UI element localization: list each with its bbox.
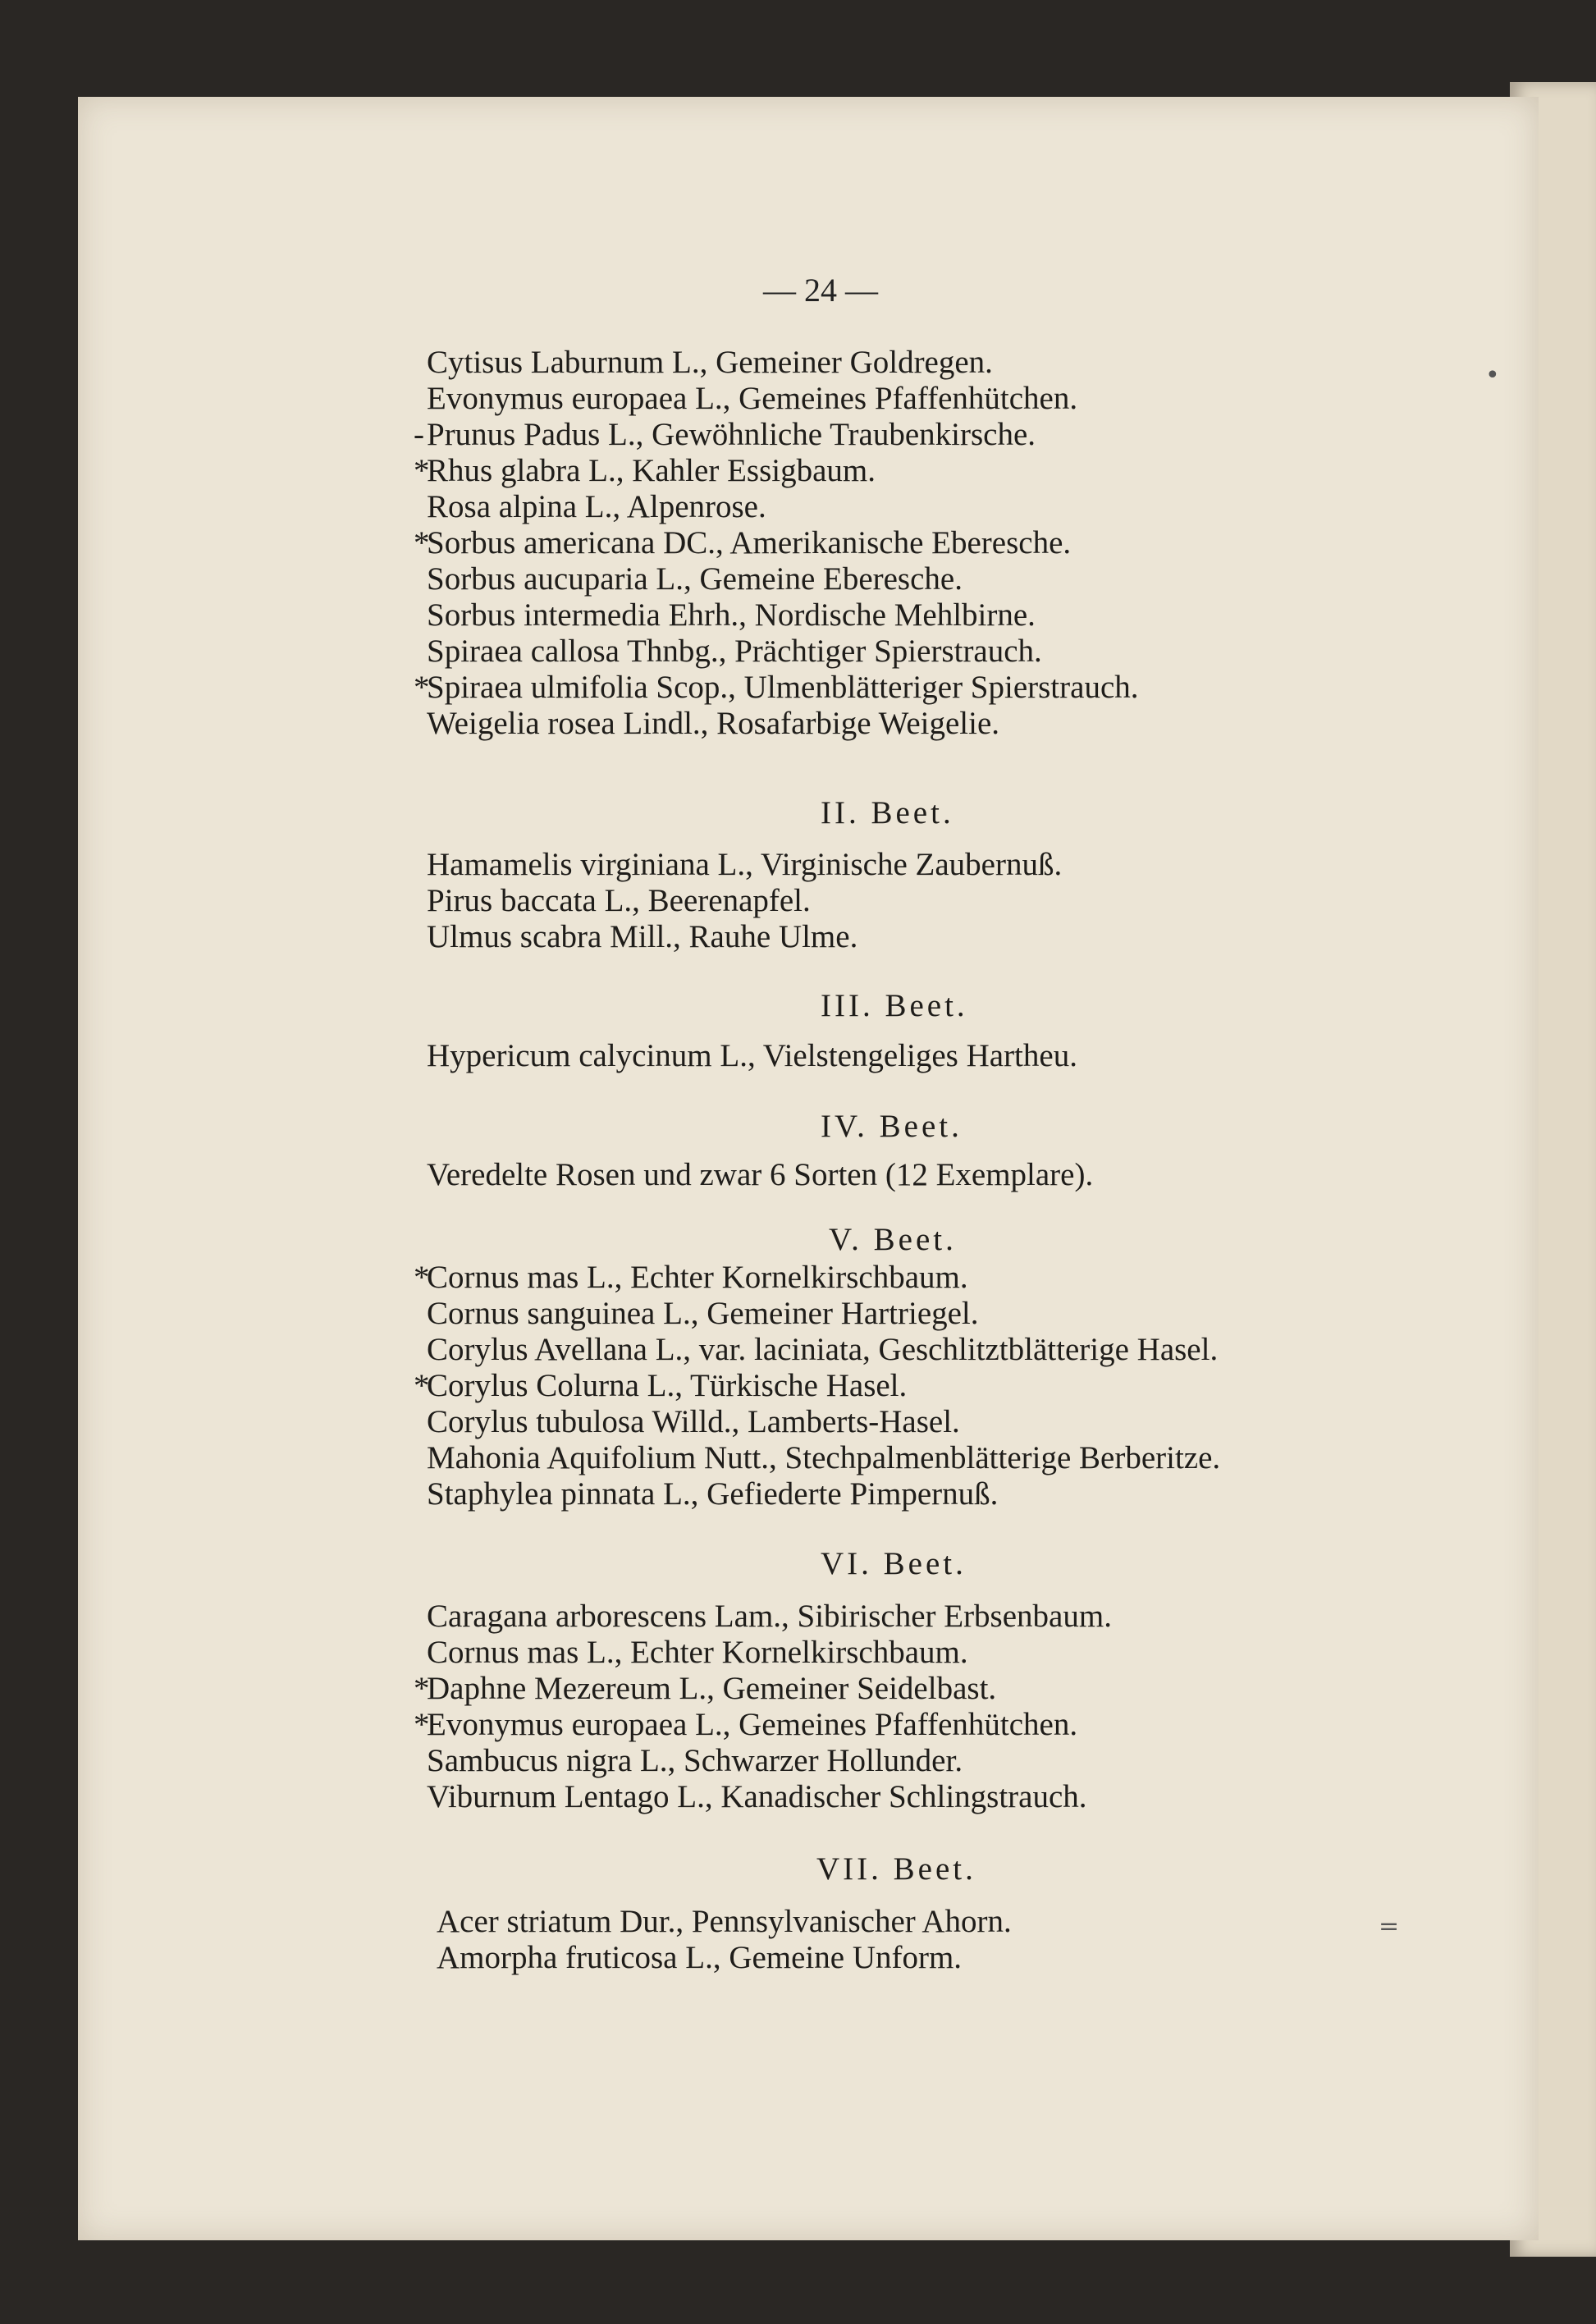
plant-entry: *Spiraea ulmifolia Scop., Ulmenblätteriger Spierstrauch. [414, 670, 1139, 705]
page-number: — 24 — [763, 272, 878, 309]
plant-entry: Corylus tubulosa Willd., Lamberts-Hasel. [427, 1404, 960, 1439]
section-heading-7: VII. Beet. [816, 1851, 976, 1887]
plant-entry: Weigelia rosea Lindl., Rosafarbige Weigelie. [427, 706, 1000, 741]
plant-entry: Mahonia Aquifolium Nutt., Stechpalmenblätterige Berberitze. [427, 1440, 1221, 1475]
plant-entry: Hypericum calycinum L., Vielstengeliges Hartheu. [427, 1038, 1077, 1073]
plant-entry: Cornus mas L., Echter Kornelkirschbaum. [427, 1635, 968, 1670]
plant-entry: Sorbus intermedia Ehrh., Nordische Mehlbirne. [427, 597, 1036, 633]
plant-entry: Amorpha fruticosa L., Gemeine Unform. [437, 1940, 963, 1975]
section-heading-4: IV. Beet. [821, 1109, 963, 1144]
plant-entry: Sambucus nigra L., Schwarzer Hollunder. [427, 1743, 963, 1778]
plant-entry: Cornus sanguinea L., Gemeiner Hartriegel. [427, 1296, 979, 1331]
plant-entry: -Prunus Padus L., Gewöhnliche Traubenkirsche. [414, 417, 1036, 452]
margin-speck: • [1485, 361, 1500, 390]
plant-entry: *Sorbus americana DC., Amerikanische Eberesche. [414, 525, 1072, 560]
plant-entry: Ulmus scabra Mill., Rauhe Ulme. [427, 919, 858, 954]
plant-entry: *Evonymus europaea L., Gemeines Pfaffenhütchen. [414, 1707, 1078, 1742]
section-heading-5: V. Beet. [829, 1222, 957, 1257]
plant-entry: Corylus Avellana L., var. laciniata, Geschlitztblätterige Hasel. [427, 1332, 1219, 1367]
plant-entry: Staphylea pinnata L., Gefiederte Pimpernuß. [427, 1476, 999, 1512]
plant-entry: Hamamelis virginiana L., Virginische Zaubernuß. [427, 847, 1063, 882]
section-heading-6: VI. Beet. [821, 1546, 967, 1581]
section-heading-3: III. Beet. [821, 988, 968, 1023]
plant-entry: Cytisus Laburnum L., Gemeiner Goldregen. [427, 345, 993, 380]
plant-entry: Caragana arborescens Lam., Sibirischer Erbsenbaum. [427, 1599, 1112, 1634]
plant-entry: Veredelte Rosen und zwar 6 Sorten (12 Exemplare). [427, 1157, 1094, 1192]
plant-entry: *Corylus Colurna L., Türkische Hasel. [414, 1368, 908, 1403]
plant-entry: Rosa alpina L., Alpenrose. [427, 489, 766, 524]
plant-entry: Evonymus europaea L., Gemeines Pfaffenhütchen. [427, 381, 1078, 416]
plant-entry: Pirus baccata L., Beerenapfel. [427, 883, 811, 918]
plant-entry: *Daphne Mezereum L., Gemeiner Seidelbast. [414, 1671, 997, 1706]
margin-speck: = [1379, 1912, 1400, 1941]
plant-entry: Sorbus aucuparia L., Gemeine Eberesche. [427, 561, 963, 597]
plant-entry: *Cornus mas L., Echter Kornelkirschbaum. [414, 1260, 968, 1295]
section-heading-2: II. Beet. [821, 795, 954, 830]
plant-entry: Acer striatum Dur., Pennsylvanischer Ahorn. [437, 1904, 1012, 1939]
plant-entry: *Rhus glabra L., Kahler Essigbaum. [414, 453, 876, 488]
plant-entry: Viburnum Lentago L., Kanadischer Schlingstrauch. [427, 1779, 1087, 1814]
plant-entry: Spiraea callosa Thnbg., Prächtiger Spierstrauch. [427, 634, 1042, 669]
